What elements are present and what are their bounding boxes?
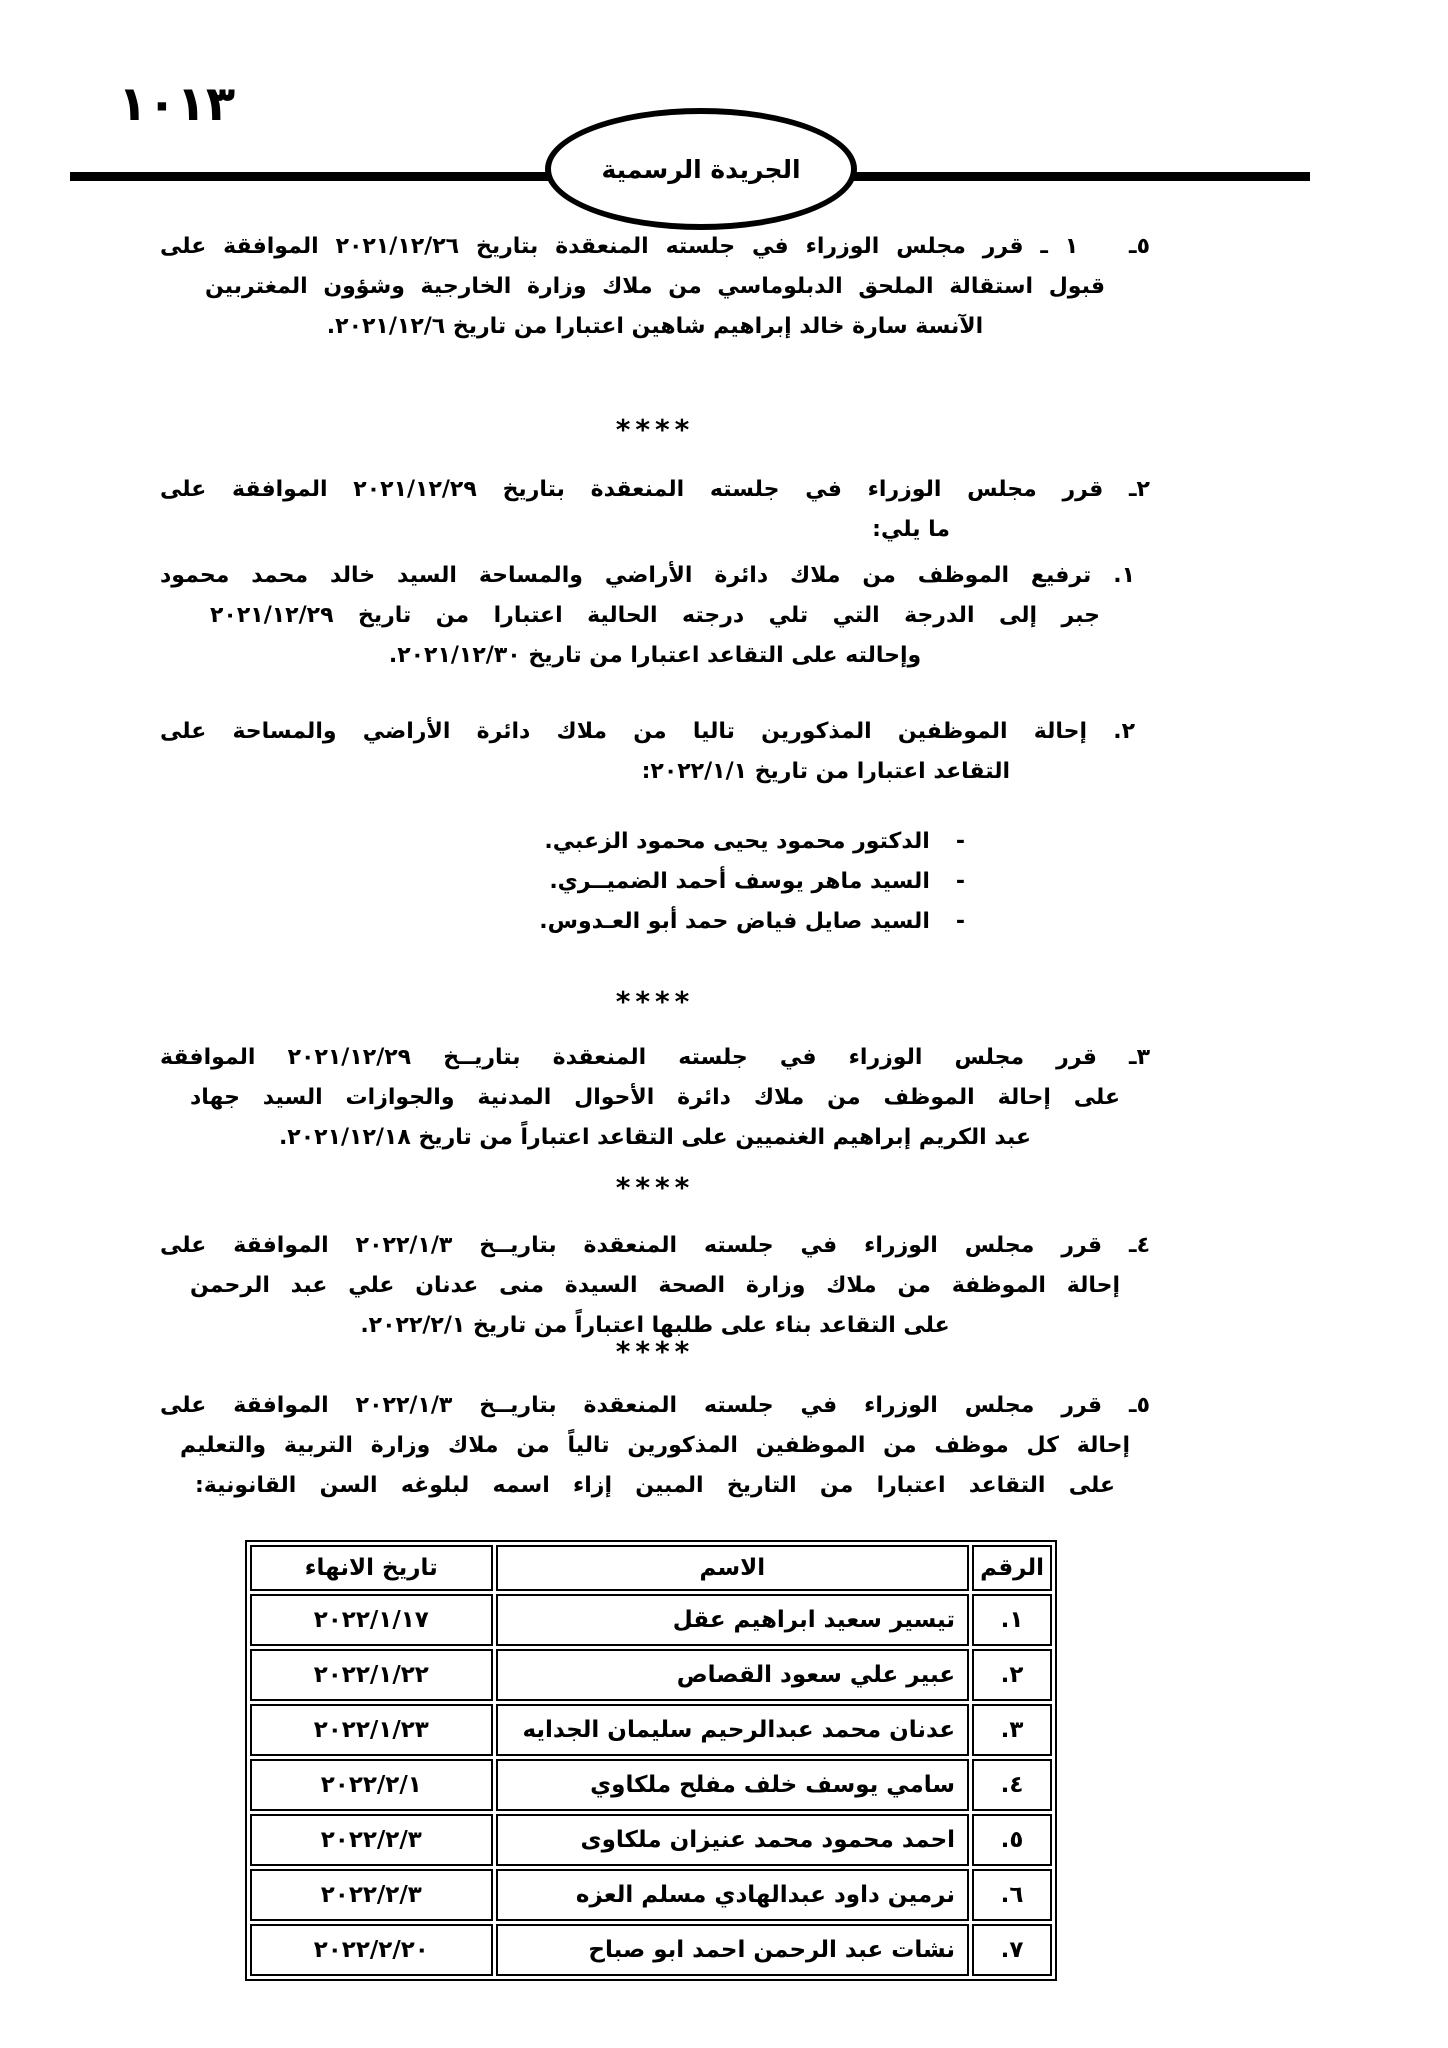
cell-name: تيسير سعيد ابراهيم عقل [496, 1594, 970, 1646]
section-separator [160, 982, 1150, 1022]
text-line: إحالة كل موظف من الموظفين المذكورين تالياً من ملاك وزارة التربية والتعليم [180, 1433, 1130, 1458]
decree-paragraph [160, 470, 1150, 550]
text-line: ٤ـ قرر مجلس الوزراء في جلسته المنعقدة بتاريــخ ٢٠٢٢/١/٣ الموافقة على [160, 1233, 1151, 1258]
decree-paragraph [160, 1226, 1150, 1346]
cell-name: احمد محمود محمد عنيزان ملكاوى [496, 1814, 970, 1866]
retiree-name: السيد ماهر يوسف أحمد الضميــري. [549, 869, 930, 894]
text-line: التقاعد اعتبارا من تاريخ ٢٠٢٢/١/١: [641, 759, 1010, 784]
cell-number: ٢. [972, 1649, 1052, 1701]
cell-number: ٣. [972, 1704, 1052, 1756]
text-line: قبول استقالة الملحق الدبلوماسي من ملاك وزارة الخارجية وشؤون المغتربين [205, 274, 1105, 299]
text-line: ٢. إحالة الموظفين المذكورين تاليا من ملاك دائرة الأراضي والمساحة على [160, 719, 1135, 744]
cell-number: ٧. [972, 1924, 1052, 1976]
section-separator [160, 1332, 1150, 1372]
text-line: ٢ـ قرر مجلس الوزراء في جلسته المنعقدة بتاريخ ٢٠٢١/١٢/٢٩ الموافقة على [160, 477, 1150, 502]
stars-separator: **** [615, 413, 695, 446]
text-line: على التقاعد اعتبارا من التاريخ المبين إزاء اسمه لبلوغه السن القانونية: [195, 1473, 1115, 1498]
column-header: الرقم [972, 1545, 1052, 1591]
text-line: عبد الكريم إبراهيم الغنميين على التقاعد اعتباراً من تاريخ ٢٠٢١/١٢/١٨. [278, 1125, 1032, 1150]
cell-number: ٥. [972, 1814, 1052, 1866]
text-line: جبر إلى الدرجة التي تلي درجته الحالية اعتبارا من تاريخ ٢٠٢١/١٢/٢٩ [210, 603, 1100, 628]
retiree-name-item [160, 902, 1150, 942]
cell-name: نرمين داود عبدالهادي مسلم العزه [496, 1869, 970, 1921]
text-line: ٣ـ قرر مجلس الوزراء في جلسته المنعقدة بتاريــخ ٢٠٢١/١٢/٢٩ الموافقة [160, 1045, 1151, 1070]
section-separator [160, 1168, 1150, 1208]
page-number: ١٠١٣ [118, 76, 236, 132]
cell-end-date: ٢٠٢٢/١/١٧ [250, 1594, 493, 1646]
stars-separator: **** [615, 985, 695, 1018]
stars-separator: **** [615, 1335, 695, 1368]
decree-paragraph [160, 227, 1150, 347]
cell-name: عبير علي سعود القصاص [496, 1649, 970, 1701]
cell-end-date: ٢٠٢٢/٢/٣ [250, 1814, 493, 1866]
cell-end-date: ٢٠٢٢/٢/١ [250, 1759, 493, 1811]
retired-names-list [160, 822, 1150, 942]
cell-end-date: ٢٠٢٢/٢/٣ [250, 1869, 493, 1921]
text-line: ما يلي: [872, 517, 950, 542]
decree-paragraph [160, 1038, 1150, 1158]
dash-bullet: - [955, 869, 965, 894]
section-separator [160, 410, 1150, 450]
retiree-name: السيد صايل فياض حمد أبو العـدوس. [539, 909, 930, 934]
text-line: ٥ـ قرر مجلس الوزراء في جلسته المنعقدة بتاريــخ ٢٠٢٢/١/٣ الموافقة على [160, 1393, 1151, 1418]
table-row [250, 1814, 1052, 1866]
decree-paragraph [160, 556, 1150, 676]
cell-name: نشات عبد الرحمن احمد ابو صباح [496, 1924, 970, 1976]
text-line: ٥ـ ١ ـ قرر مجلس الوزراء في جلسته المنعقدة بتاريخ ٢٠٢١/١٢/٢٦ الموافقة على [160, 234, 1151, 259]
column-header: الاسم [496, 1545, 970, 1591]
retiree-name: الدكتور محمود يحيى محمود الزعبي. [544, 829, 930, 854]
decree-paragraph [160, 712, 1150, 792]
text-line: ١. ترفيع الموظف من ملاك دائرة الأراضي والمساحة السيد خالد محمد محمود [160, 563, 1135, 588]
column-header: تاريخ الانهاء [250, 1545, 493, 1591]
text-line: الآنسة سارة خالد إبراهيم شاهين اعتبارا من تاريخ ٢٠٢١/١٢/٦. [326, 314, 984, 339]
retirees-table-head [250, 1545, 1052, 1591]
table-row [250, 1704, 1052, 1756]
table-row [250, 1649, 1052, 1701]
gazette-title-badge [545, 108, 857, 230]
cell-end-date: ٢٠٢٢/١/٢٣ [250, 1704, 493, 1756]
cell-number: ٦. [972, 1869, 1052, 1921]
cell-name: سامي يوسف خلف مفلح ملكاوي [496, 1759, 970, 1811]
table-row [250, 1869, 1052, 1921]
table-row [250, 1594, 1052, 1646]
retiree-name-item [160, 862, 1150, 902]
retirees-table [245, 1540, 1057, 1981]
stars-separator: **** [615, 1171, 695, 1204]
dash-bullet: - [955, 909, 965, 934]
decree-paragraph [160, 1386, 1150, 1506]
cell-number: ١. [972, 1594, 1052, 1646]
table-row [250, 1924, 1052, 1976]
text-line: على إحالة الموظف من ملاك دائرة الأحوال المدنية والجوازات السيد جهاد [190, 1085, 1120, 1110]
retiree-name-item [160, 822, 1150, 862]
cell-end-date: ٢٠٢٢/٢/٢٠ [250, 1924, 493, 1976]
cell-number: ٤. [972, 1759, 1052, 1811]
dash-bullet: - [955, 829, 965, 854]
header-row [250, 1545, 1052, 1591]
text-line: وإحالته على التقاعد اعتبارا من تاريخ ٢٠٢١/١٢/٣٠. [388, 643, 922, 668]
cell-name: عدنان محمد عبدالرحيم سليمان الجدايه [496, 1704, 970, 1756]
retirees-table-body [250, 1594, 1052, 1976]
gazette-title: الجريدة الرسمية [601, 154, 801, 184]
table-row [250, 1759, 1052, 1811]
text-line: إحالة الموظفة من ملاك وزارة الصحة السيدة منى عدنان علي عبد الرحمن [190, 1273, 1120, 1298]
text-line: على التقاعد بناء على طلبها اعتباراً من تاريخ ٢٠٢٢/٢/١. [360, 1313, 950, 1338]
cell-end-date: ٢٠٢٢/١/٢٢ [250, 1649, 493, 1701]
